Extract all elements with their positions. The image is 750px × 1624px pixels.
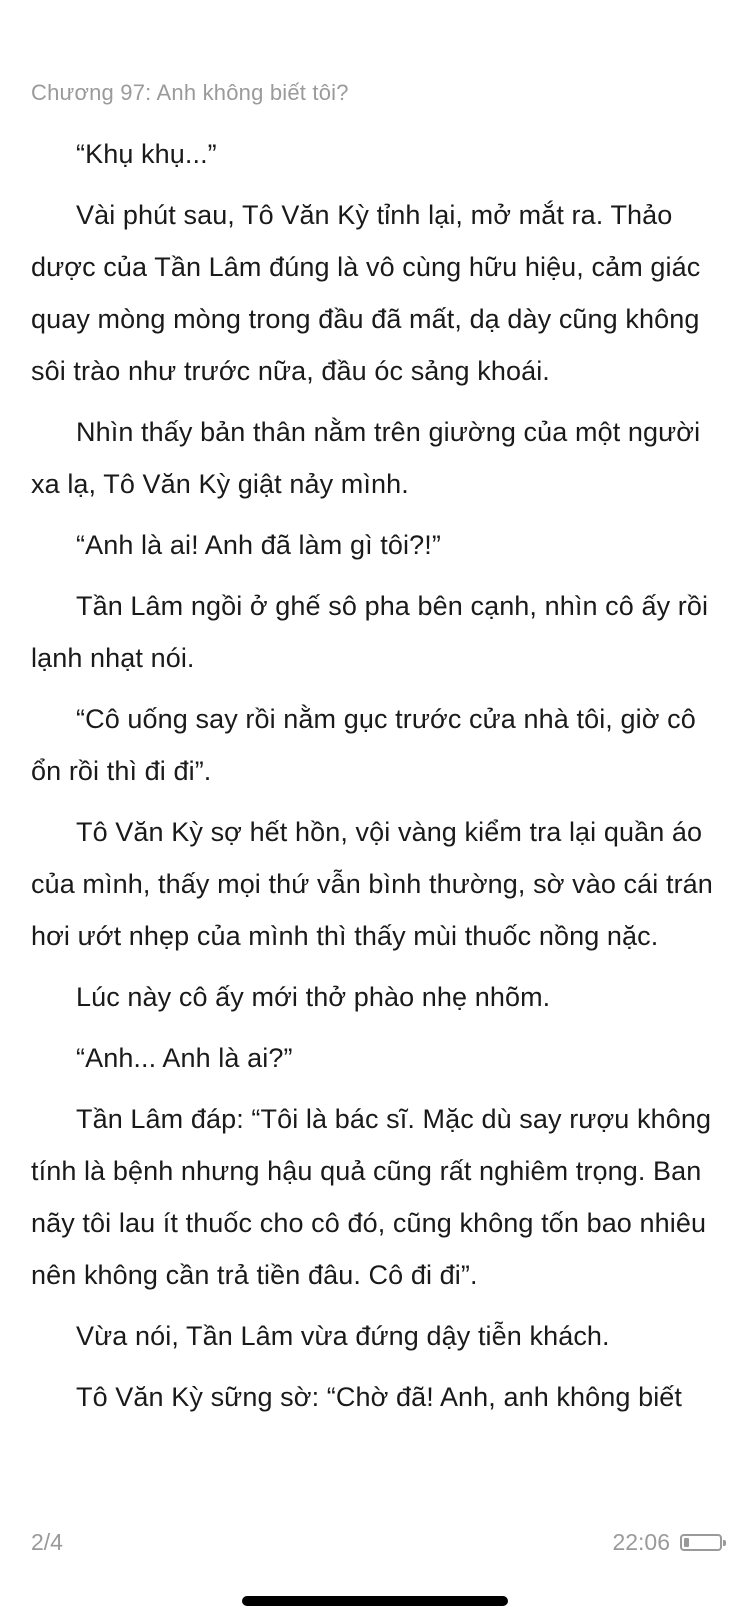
paragraph: Tần Lâm đáp: “Tôi là bác sĩ. Mặc dù say rượu không tính là bệnh nhưng hậu quả cũng rất nghiêm trọng. Ban nãy tôi lau ít thuốc cho cô đó, cũng không tốn bao nhiêu nên không cần trả tiền đâu. Cô đi đi”.: [31, 1104, 712, 1290]
paragraph: “Anh là ai! Anh đã làm gì tôi?!”: [76, 530, 441, 560]
status-area: [612, 1529, 722, 1556]
paragraph: Lúc này cô ấy mới thở phào nhẹ nhõm.: [76, 982, 551, 1012]
battery-level: [684, 1538, 689, 1547]
clock: 22:06: [612, 1529, 670, 1555]
paragraph: Tô Văn Kỳ sững sờ: “Chờ đã! Anh, anh không biết: [76, 1382, 683, 1412]
reader-content: [31, 128, 731, 1432]
paragraph: Nhìn thấy bản thân nằm trên giường của một người xa lạ, Tô Văn Kỳ giật nảy mình.: [31, 417, 701, 499]
battery-icon: [680, 1534, 722, 1551]
battery-tip: [723, 1540, 726, 1546]
chapter-title: Chương 97: Anh không biết tôi?: [31, 80, 349, 105]
paragraph: Tần Lâm ngồi ở ghế sô pha bên cạnh, nhìn cô ấy rồi lạnh nhạt nói.: [31, 591, 709, 673]
page-indicator: 2/4: [31, 1529, 63, 1555]
home-indicator[interactable]: [242, 1596, 508, 1606]
paragraph: “Khụ khụ...”: [76, 139, 217, 169]
paragraph: Vừa nói, Tần Lâm vừa đứng dậy tiễn khách.: [76, 1321, 610, 1351]
paragraph: Vài phút sau, Tô Văn Kỳ tỉnh lại, mở mắt ra. Thảo dược của Tần Lâm đúng là vô cùng hữu hiệu, cảm giác quay mòng mòng trong đầu đã mất, dạ dày cũng không sôi trào như trước nữa, đầu óc sảng khoái.: [31, 200, 701, 386]
paragraph: Tô Văn Kỳ sợ hết hồn, vội vàng kiểm tra lại quần áo của mình, thấy mọi thứ vẫn bình thường, sờ vào cái trán hơi ướt nhẹp của mình thì thấy mùi thuốc nồng nặc.: [31, 817, 713, 951]
paragraph: “Anh... Anh là ai?”: [76, 1043, 293, 1073]
paragraph: “Cô uống say rồi nằm gục trước cửa nhà tôi, giờ cô ổn rồi thì đi đi”.: [31, 704, 696, 786]
